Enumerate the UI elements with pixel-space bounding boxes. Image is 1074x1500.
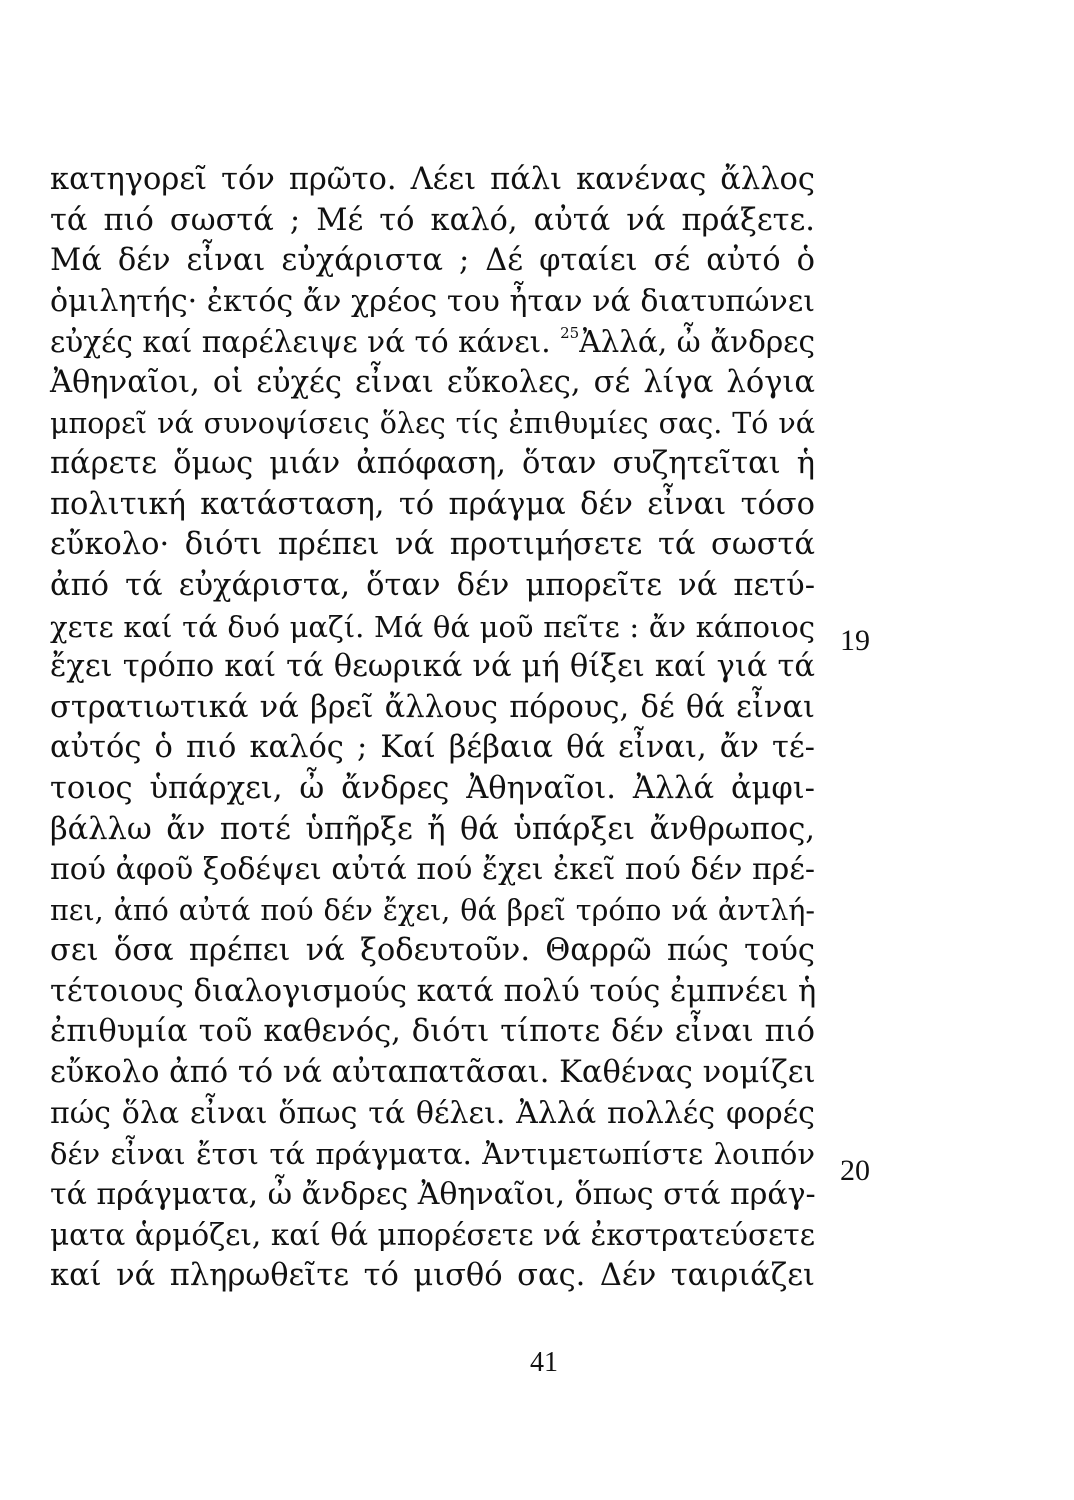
text-line-7: μπορεῖ νά συνοψίσεις ὅλες τίς ἐπιθυμίες σας. Τό νά: [50, 406, 815, 440]
text-line-21: τέτοιους διαλογισμούς κατά πολύ τούς ἐμπνέει ἡ: [50, 973, 817, 1009]
margin-section-number-19: 19: [840, 624, 870, 657]
text-line-13: ἔχει τρόπο καί τά θεωρικά νά μή θίξει καί γιά τά: [50, 649, 815, 685]
text-line-5-start: εὐχές καί παρέλειψε νά τό κάνει.: [50, 325, 551, 360]
text-line-5-end: Ἀλλά, ὦ ἄνδρες: [579, 325, 815, 360]
text-line-28: καί νά πληρωθεῖτε τό μισθό σας. Δέν ταιριάζει: [50, 1258, 815, 1294]
text-line-27: ματα ἁρμόζει, καί θά μπορέσετε νά ἐκστρατεύσετε: [50, 1218, 815, 1253]
text-line-18: πού ἀφοῦ ξοδέψει αὐτά πού ἔχει ἐκεῖ πού δέν πρέ-: [50, 852, 815, 888]
text-line-12: χετε καί τά δυό μαζί. Μά θά μοῦ πεῖτε : ἄν κάποιος: [50, 609, 815, 644]
text-line-22: ἐπιθυμία τοῦ καθενός, διότι τίποτε δέν εἶναι πιό: [50, 1014, 815, 1050]
text-line-11: ἀπό τά εὐχάριστα, ὅταν δέν μπορεῖτε νά πετύ-: [50, 567, 815, 603]
text-line-4: ὁμιλητής· ἐκτός ἄν χρέος του ἦταν νά διατυπώνει: [50, 283, 815, 319]
page-number: 41: [530, 1347, 558, 1378]
text-line-23: εὔκολο ἀπό τό νά αὐταπατᾶσαι. Καθένας νομίζει: [50, 1055, 816, 1091]
text-line-2: τά πιό σωστά ; Μέ τό καλό, αὐτά νά πράξετε.: [50, 202, 815, 238]
text-line-26: τά πράγματα, ὦ ἄνδρες Ἀθηναῖοι, ὅπως στά πράγ-: [50, 1176, 816, 1212]
text-line-8: πάρετε ὅμως μιάν ἀπόφαση, ὅταν συζητεῖται ἡ: [50, 446, 815, 482]
text-line-19: πει, ἀπό αὐτά πού δέν ἔχει, θά βρεῖ τρόπο νά ἀντλή-: [50, 893, 815, 927]
text-line-14: στρατιωτικά νά βρεῖ ἄλλους πόρους, δέ θά εἶναι: [50, 689, 815, 725]
section-number-25: 25: [560, 324, 580, 343]
text-line-20: σει ὅσα πρέπει νά ξοδευτοῦν. Θαρρῶ πώς τούς: [50, 933, 815, 969]
text-line-25: δέν εἶναι ἔτσι τά πράγματα. Ἀντιμετωπίστε λοιπόν: [50, 1137, 815, 1172]
margin-section-number-20: 20: [840, 1154, 870, 1187]
text-line-17: βάλλω ἄν ποτέ ὑπῆρξε ἤ θά ὑπάρξει ἄνθρωπος,: [50, 811, 815, 847]
text-line-16: τοιος ὑπάρχει, ὦ ἄνδρες Ἀθηναῖοι. Ἀλλά ἀμφι-: [50, 770, 815, 806]
text-line-6: Ἀθηναῖοι, οἱ εὐχές εἶναι εὔκολες, σέ λίγα λόγια: [50, 364, 815, 400]
text-line-3: Μά δέν εἶναι εὐχάριστα ; Δέ φταίει σέ αὐτό ὁ: [50, 243, 815, 279]
text-line-15: αὐτός ὁ πιό καλός ; Καί βέβαια θά εἶναι, ἄν τέ-: [50, 730, 815, 766]
text-line-5: [50, 322, 815, 363]
text-line-9: πολιτική κατάσταση, τό πράγμα δέν εἶναι τόσο: [50, 486, 815, 522]
body-text: [50, 160, 815, 1297]
text-line-10: εὔκολο· διότι πρέπει νά προτιμήσετε τά σωστά: [50, 527, 815, 563]
text-line-1: κατηγορεῖ τόν πρῶτο. Λέει πάλι κανένας ἄλλος: [50, 162, 815, 197]
text-line-24: πώς ὅλα εἶναι ὅπως τά θέλει. Ἀλλά πολλές φορές: [50, 1095, 815, 1131]
